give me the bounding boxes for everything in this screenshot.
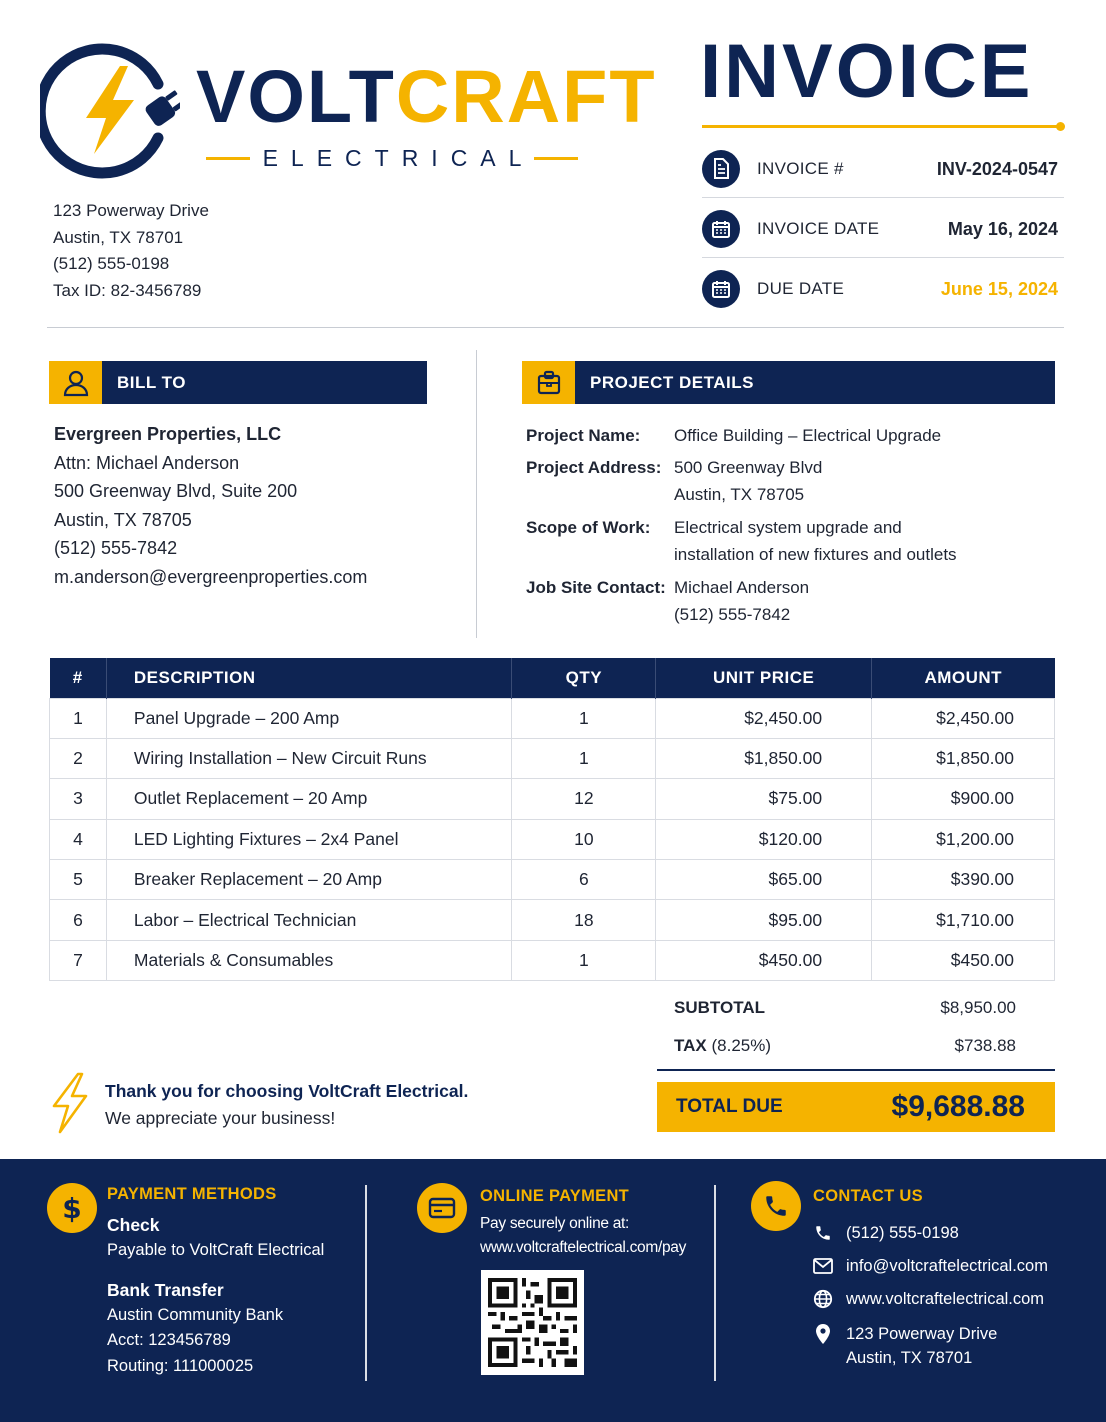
cell-amount: $390.00 (872, 860, 1055, 900)
bank-routing: Routing: 111000025 (107, 1357, 254, 1375)
column-divider (476, 350, 477, 638)
cell-amount: $2,450.00 (872, 698, 1055, 738)
scope-line: Electrical system upgrade and (674, 518, 902, 537)
project-address-line: Austin, TX 78705 (674, 485, 805, 504)
meta-divider (702, 197, 1064, 198)
qr-code[interactable] (481, 1270, 584, 1375)
due-date-value: June 15, 2024 (940, 278, 1058, 299)
contact-web-row (812, 1287, 1044, 1311)
cell-description: Breaker Replacement – 20 Amp (106, 860, 512, 900)
cell-amount: $450.00 (872, 940, 1055, 980)
contact-phone[interactable]: (512) 555-0198 (846, 1224, 959, 1242)
check-title: Check (107, 1215, 160, 1235)
tax-value: $738.88 (954, 1036, 1016, 1055)
invoice-title: INVOICE (700, 29, 1034, 114)
cell-amount: $1,710.00 (872, 900, 1055, 940)
contact-email-row (812, 1254, 1048, 1278)
cell-unit-price: $450.00 (656, 940, 872, 980)
cell-number: 2 (50, 738, 107, 778)
column-header-qty: QTY (512, 658, 656, 698)
column-header-amount: AMOUNT (872, 658, 1055, 698)
cell-number: 3 (50, 779, 107, 819)
project-name-row (526, 422, 941, 449)
brand-name (196, 55, 657, 138)
table-row (50, 900, 1055, 940)
column-header-number: # (50, 658, 107, 698)
bank-name: Austin Community Bank (107, 1306, 284, 1324)
project-address-line: 500 Greenway Blvd (674, 458, 823, 477)
contact-address (846, 1322, 997, 1370)
job-contact-name: Michael Anderson (674, 578, 810, 597)
calendar-icon (702, 210, 740, 248)
cell-description: LED Lighting Fixtures – 2x4 Panel (106, 819, 512, 859)
cell-qty: 1 (512, 940, 656, 980)
brand-dash-left (206, 157, 250, 160)
appreciation-message: We appreciate your business! (105, 1108, 336, 1128)
contact-email[interactable]: info@voltcraftelectrical.com (846, 1257, 1048, 1275)
invoice-date-label: INVOICE DATE (757, 219, 880, 238)
subtotal-row (674, 998, 1016, 1018)
logo-icon (40, 40, 180, 180)
cell-unit-price: $65.00 (656, 860, 872, 900)
payment-url-link[interactable]: www.voltcraftelectrical.com/pay (480, 1239, 687, 1256)
client-company: Evergreen Properties, LLC (54, 424, 282, 444)
cell-number: 1 (50, 698, 107, 738)
calendar-icon (702, 270, 740, 308)
project-address-label: Project Address: (526, 458, 662, 477)
thank-you-message: Thank you for choosing VoltCraft Electrical. (105, 1081, 469, 1101)
contact-address-row (812, 1322, 997, 1370)
job-contact-phone: (512) 555-7842 (674, 605, 791, 624)
table-row (50, 779, 1055, 819)
company-phone: (512) 555-0198 (53, 254, 170, 273)
invoice-date-row (702, 201, 1064, 257)
brand-subtitle (206, 144, 578, 172)
cell-unit-price: $2,450.00 (656, 698, 872, 738)
lightning-icon (48, 1072, 90, 1134)
scope-label: Scope of Work: (526, 518, 651, 537)
table-row (50, 819, 1055, 859)
client-attn: Attn: Michael Anderson (54, 452, 240, 473)
check-payable-text: Payable to VoltCraft Electrical (107, 1241, 325, 1259)
cell-number: 6 (50, 900, 107, 940)
cell-qty: 12 (512, 779, 656, 819)
brand-dash-right (534, 157, 578, 160)
qr-code-image (488, 1277, 577, 1368)
title-underline-dot (1056, 122, 1065, 131)
job-contact-label: Job Site Contact: (526, 578, 666, 597)
meta-divider (702, 257, 1064, 258)
cell-qty: 1 (512, 698, 656, 738)
job-contact-row (526, 574, 809, 628)
mail-icon (812, 1254, 834, 1278)
contact-website[interactable]: www.voltcraftelectrical.com (846, 1290, 1045, 1308)
header-divider (47, 327, 1064, 328)
client-email: m.anderson@evergreenproperties.com (54, 566, 368, 587)
column-header-description: DESCRIPTION (106, 658, 512, 698)
location-pin-icon (812, 1322, 834, 1346)
total-due-value: $9,688.88 (891, 1090, 1025, 1123)
dollar-icon: $ (47, 1183, 97, 1233)
client-address-line: 500 Greenway Blvd, Suite 200 (54, 481, 298, 502)
project-name-label: Project Name: (526, 426, 641, 445)
job-contact-value (674, 574, 809, 628)
table-row (50, 698, 1055, 738)
tax-label-group (674, 1036, 771, 1056)
bank-transfer-title: Bank Transfer (107, 1280, 224, 1300)
cell-number: 7 (50, 940, 107, 980)
cell-unit-price: $1,850.00 (656, 738, 872, 778)
cell-amount: $1,850.00 (872, 738, 1055, 778)
company-address-line: 123 Powerway Drive (53, 201, 209, 220)
subtotal-label: SUBTOTAL (674, 998, 765, 1017)
cell-unit-price: $120.00 (656, 819, 872, 859)
payment-methods-title: PAYMENT METHODS (107, 1185, 277, 1203)
credit-card-icon (417, 1183, 467, 1233)
bill-to-header (49, 361, 427, 404)
bill-to-title: BILL TO (117, 372, 186, 392)
contact-us-title: CONTACT US (813, 1187, 923, 1205)
cell-description: Labor – Electrical Technician (106, 900, 512, 940)
online-payment-title: ONLINE PAYMENT (480, 1187, 630, 1205)
cell-description: Outlet Replacement – 20 Amp (106, 779, 512, 819)
cell-number: 4 (50, 819, 107, 859)
table-row (50, 738, 1055, 778)
total-due-box (657, 1082, 1055, 1132)
subtotal-value: $8,950.00 (940, 998, 1016, 1017)
company-tax-id: Tax ID: 82-3456789 (53, 280, 202, 300)
company-address-line: Austin, TX 78701 (53, 227, 184, 247)
footer-divider (365, 1185, 367, 1381)
contact-address-line: Austin, TX 78701 (846, 1349, 973, 1367)
user-icon (49, 361, 102, 404)
invoice-number-row (702, 141, 1064, 197)
globe-icon (812, 1287, 834, 1311)
scope-row (526, 514, 957, 568)
phone-icon (751, 1181, 801, 1231)
cell-number: 5 (50, 860, 107, 900)
bank-account: Acct: 123456789 (107, 1331, 231, 1349)
project-address-row (526, 454, 822, 508)
total-due-label: TOTAL DUE (676, 1096, 783, 1117)
project-name-value: Office Building – Electrical Upgrade (674, 426, 942, 445)
scope-value (674, 514, 957, 568)
line-items-table (49, 658, 1055, 981)
contact-phone-row (812, 1221, 959, 1245)
tax-label: TAX (674, 1036, 707, 1055)
phone-icon (812, 1221, 834, 1245)
brand-subtitle-text: ELECTRICAL (262, 144, 535, 171)
cell-description: Materials & Consumables (106, 940, 512, 980)
cell-description: Wiring Installation – New Circuit Runs (106, 738, 512, 778)
tax-rate: (8.25%) (711, 1036, 772, 1055)
invoice-date-value: May 16, 2024 (947, 218, 1058, 239)
bill-to-details (54, 420, 367, 592)
cell-unit-price: $95.00 (656, 900, 872, 940)
cell-amount: $1,200.00 (872, 819, 1055, 859)
cell-description: Panel Upgrade – 200 Amp (106, 698, 512, 738)
client-phone: (512) 555-7842 (54, 538, 178, 559)
due-date-row (702, 261, 1064, 317)
title-underline (702, 125, 1060, 128)
cell-amount: $900.00 (872, 779, 1055, 819)
document-icon (702, 150, 740, 188)
invoice-number-value: INV-2024-0547 (936, 158, 1058, 179)
cell-qty: 18 (512, 900, 656, 940)
cell-unit-price: $75.00 (656, 779, 872, 819)
clipboard-icon (522, 361, 575, 404)
table-row (50, 860, 1055, 900)
cell-qty: 10 (512, 819, 656, 859)
company-address (53, 198, 209, 304)
project-details-header (522, 361, 1055, 404)
invoice-number-label: INVOICE # (757, 159, 844, 178)
online-payment-text: Pay securely online at: (480, 1215, 630, 1232)
cell-qty: 1 (512, 738, 656, 778)
project-details-title: PROJECT DETAILS (590, 372, 754, 392)
column-header-unit-price: UNIT PRICE (656, 658, 872, 698)
cell-qty: 6 (512, 860, 656, 900)
brand-name-part2: CRAFT (395, 55, 657, 138)
due-date-label: DUE DATE (757, 279, 845, 298)
project-address-value (674, 454, 822, 508)
scope-line: installation of new fixtures and outlets (674, 545, 957, 564)
brand-name-part1: VOLT (196, 55, 396, 138)
tax-row (674, 1036, 1016, 1056)
totals-divider (657, 1069, 1055, 1071)
footer-divider (714, 1185, 716, 1381)
contact-address-line: 123 Powerway Drive (846, 1325, 998, 1343)
table-header-row (50, 658, 1055, 698)
client-address-line: Austin, TX 78705 (54, 509, 192, 530)
table-row (50, 940, 1055, 980)
